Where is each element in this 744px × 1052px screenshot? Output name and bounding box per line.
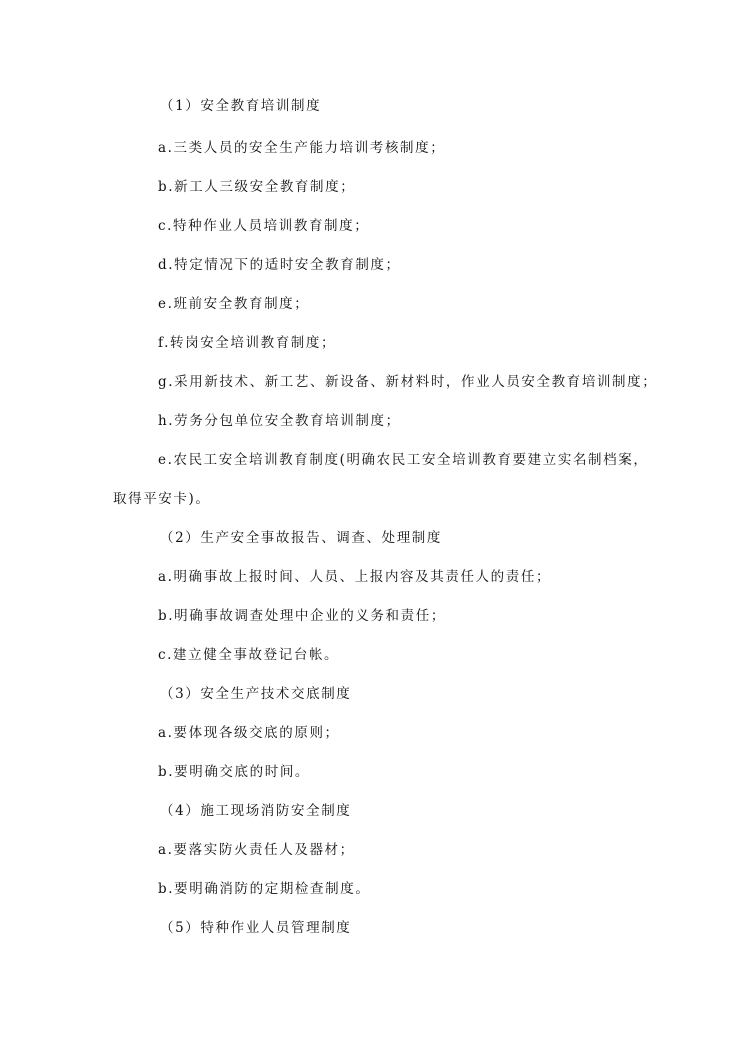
section-heading-1: （1）安全教育培训制度	[160, 98, 322, 114]
section-heading-5: （5）特种作业人员管理制度	[160, 920, 352, 936]
list-item: g.采用新技术、新工艺、新设备、新材料时，作业人员安全教育培训制度；	[158, 374, 658, 390]
list-item: h.劳务分包单位安全教育培训制度；	[158, 413, 401, 429]
section-heading-2: （2）生产安全事故报告、调查、处理制度	[160, 530, 442, 546]
list-item: c.建立健全事故登记台帐。	[158, 647, 340, 663]
list-item: a.要体现各级交底的原则；	[158, 725, 340, 741]
list-item: a.要落实防火责任人及器材；	[158, 842, 355, 858]
list-item: a.三类人员的安全生产能力培训考核制度；	[158, 140, 446, 156]
list-item: a.明确事故上报时间、人员、上报内容及其责任人的责任；	[158, 569, 552, 585]
section-heading-4: （4）施工现场消防安全制度	[160, 803, 352, 819]
list-item: d.特定情况下的适时安全教育制度；	[158, 257, 401, 273]
list-item: e.农民工安全培训教育制度(明确农民工安全培训教育要建立实名制档案，	[158, 452, 649, 468]
list-item-continuation: 取得平安卡)。	[113, 491, 211, 507]
list-item: b.要明确消防的定期检查制度。	[158, 881, 371, 897]
list-item: f.转岗安全培训教育制度；	[158, 335, 337, 351]
list-item: c.特种作业人员培训教育制度；	[158, 218, 370, 234]
list-item: b.明确事故调查处理中企业的义务和责任；	[158, 608, 446, 624]
list-item: e.班前安全教育制度；	[158, 296, 310, 312]
section-heading-3: （3）安全生产技术交底制度	[160, 686, 352, 702]
list-item: b.要明确交底的时间。	[158, 764, 311, 780]
list-item: b.新工人三级安全教育制度；	[158, 179, 356, 195]
